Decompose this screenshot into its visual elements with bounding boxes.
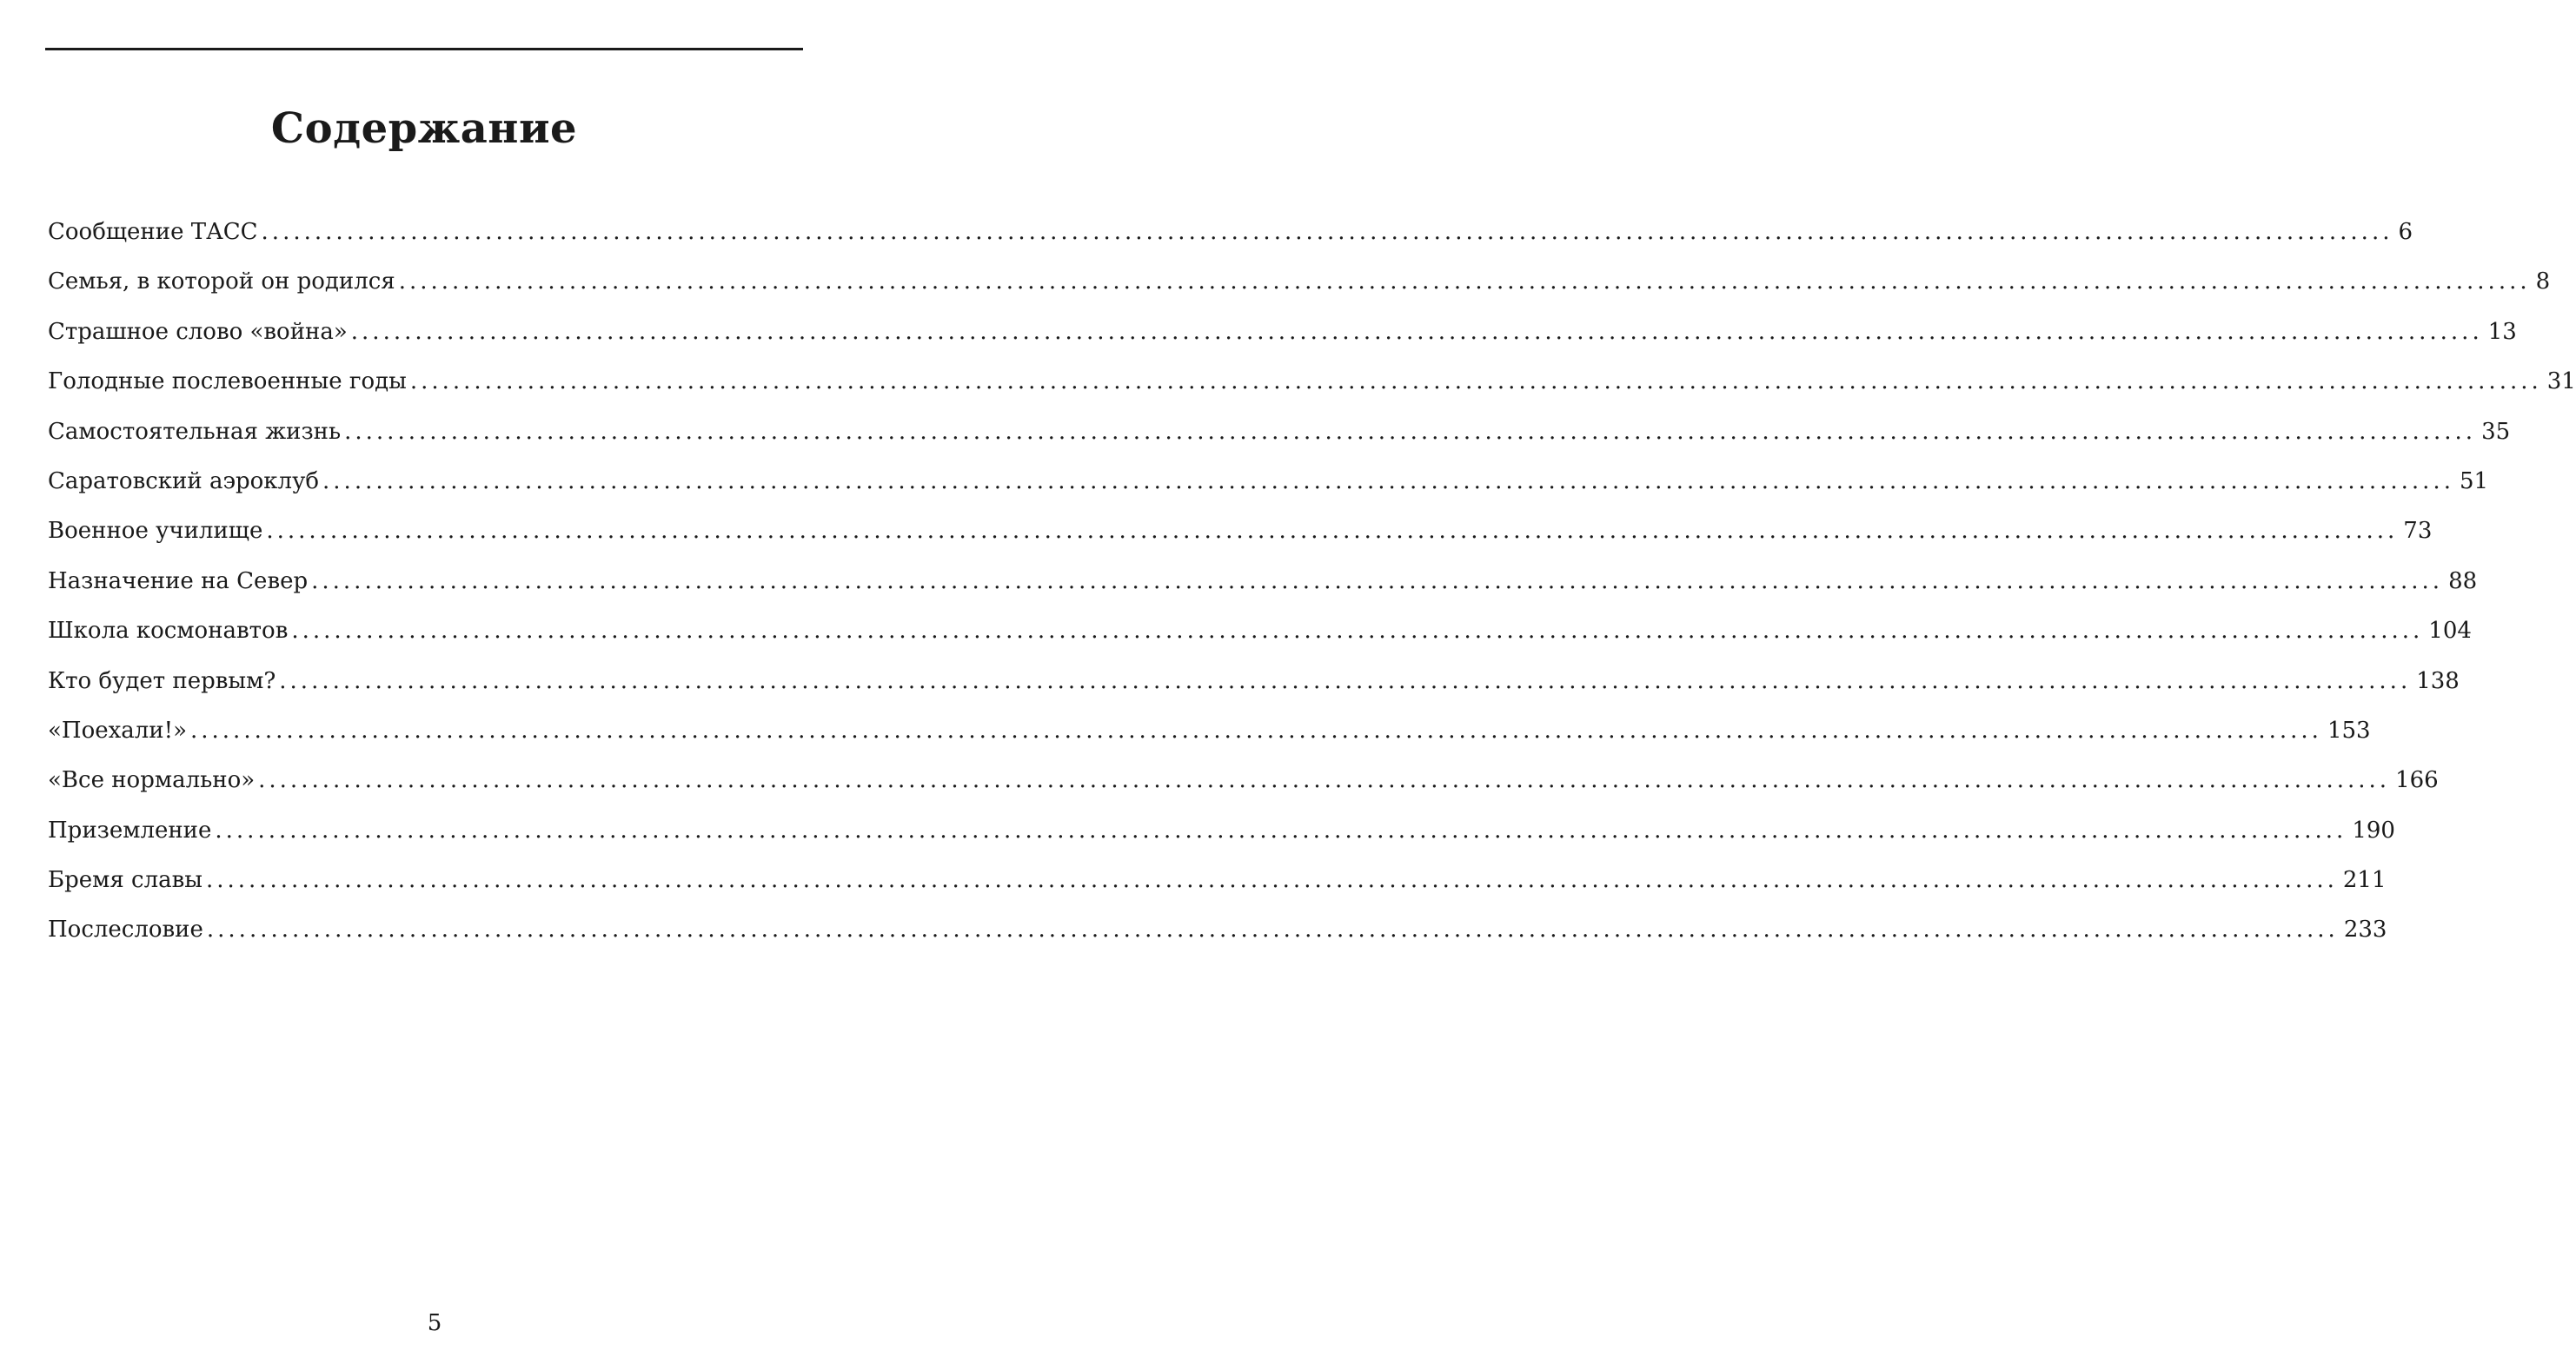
dot-leader: ........................................................................................................................................................................................................ — [409, 368, 2542, 395]
toc-entry[interactable] — [48, 867, 2387, 917]
toc-entry-title: «Поехали!» — [48, 717, 187, 744]
toc-entry-page: 73 — [2403, 518, 2433, 545]
toc-entry[interactable] — [48, 618, 2472, 667]
toc-entry-page: 35 — [2481, 418, 2511, 445]
toc-entry-page: 51 — [2459, 467, 2489, 494]
toc-entry-title: Школа космонавтов — [48, 618, 289, 645]
dot-leader: ........................................................................................................................................................................................................ — [350, 318, 2483, 345]
dot-leader: ........................................................................................................................................................................................................ — [205, 867, 2338, 894]
toc-entry-page: 153 — [2327, 717, 2371, 744]
dot-leader: ........................................................................................................................................................................................................ — [258, 767, 2391, 794]
toc-entry-title: Саратовский аэроклуб — [48, 467, 320, 494]
toc-entry-title: Приземление — [48, 817, 212, 844]
dot-leader: ........................................................................................................................................................................................................ — [261, 219, 2393, 245]
page-title: Содержание — [270, 104, 578, 154]
toc-entry-page: 104 — [2428, 618, 2472, 645]
toc-entry[interactable] — [48, 817, 2395, 867]
toc-entry-title: Назначение на Север — [48, 567, 309, 594]
toc-entry[interactable] — [48, 467, 2489, 518]
toc-entry-title: Страшное слово «война» — [48, 318, 348, 345]
toc-entry-page: 13 — [2487, 318, 2517, 345]
toc-entry-page: 138 — [2416, 667, 2460, 694]
dot-leader: ........................................................................................................................................................................................................ — [291, 618, 2424, 645]
toc-entry[interactable] — [48, 518, 2433, 567]
toc-entry-title: Семья, в которой он родился — [48, 268, 395, 295]
toc-entry[interactable] — [48, 219, 2413, 268]
dot-leader: ........................................................................................................................................................................................................ — [266, 518, 2399, 545]
dot-leader: ........................................................................................................................................................................................................ — [215, 817, 2347, 844]
dot-leader: ........................................................................................................................................................................................................ — [311, 567, 2444, 594]
toc-entry-title: Кто будет первым? — [48, 667, 276, 694]
toc-entry-title: Послесловие — [48, 917, 203, 944]
toc-entry-page: 6 — [2398, 219, 2413, 245]
toc-entry-title: «Все нормально» — [48, 767, 256, 794]
toc-entry-title: Бремя славы — [48, 867, 202, 894]
toc-entry[interactable] — [48, 567, 2478, 618]
toc-entry-page: 190 — [2352, 817, 2395, 844]
toc-entry-page: 8 — [2535, 268, 2551, 295]
dot-leader: ........................................................................................................................................................................................................ — [190, 717, 2322, 744]
toc-entry[interactable] — [48, 418, 2511, 468]
dot-leader: ........................................................................................................................................................................................................ — [322, 467, 2454, 494]
page-number: 5 — [427, 1310, 442, 1336]
toc-entry-page: 211 — [2342, 867, 2387, 894]
toc-entry[interactable] — [48, 268, 2551, 318]
toc-entry-page: 88 — [2448, 567, 2478, 594]
toc-entry[interactable] — [48, 917, 2387, 966]
toc-entry-page: 233 — [2343, 917, 2387, 944]
dot-leader: ........................................................................................................................................................................................................ — [398, 268, 2531, 295]
top-rule — [45, 48, 803, 50]
toc-entry-page: 31 — [2546, 368, 2576, 395]
toc-entry-page: 166 — [2395, 767, 2439, 794]
toc-entry[interactable] — [48, 717, 2371, 767]
toc-entry[interactable] — [48, 667, 2460, 718]
toc-entry[interactable] — [48, 368, 2576, 418]
toc-entry-title: Сообщение ТАСС — [48, 219, 258, 245]
toc-entry[interactable] — [48, 318, 2517, 368]
dot-leader: ........................................................................................................................................................................................................ — [206, 917, 2339, 944]
toc-entry-title: Голодные послевоенные годы — [48, 368, 407, 395]
dot-leader: ........................................................................................................................................................................................................ — [344, 418, 2477, 445]
toc-entry-title: Военное училище — [48, 518, 263, 545]
toc-entry-title: Самостоятельная жизнь — [48, 418, 342, 445]
table-of-contents — [48, 219, 2576, 967]
dot-leader: ........................................................................................................................................................................................................ — [279, 667, 2412, 694]
toc-entry[interactable] — [48, 767, 2439, 817]
